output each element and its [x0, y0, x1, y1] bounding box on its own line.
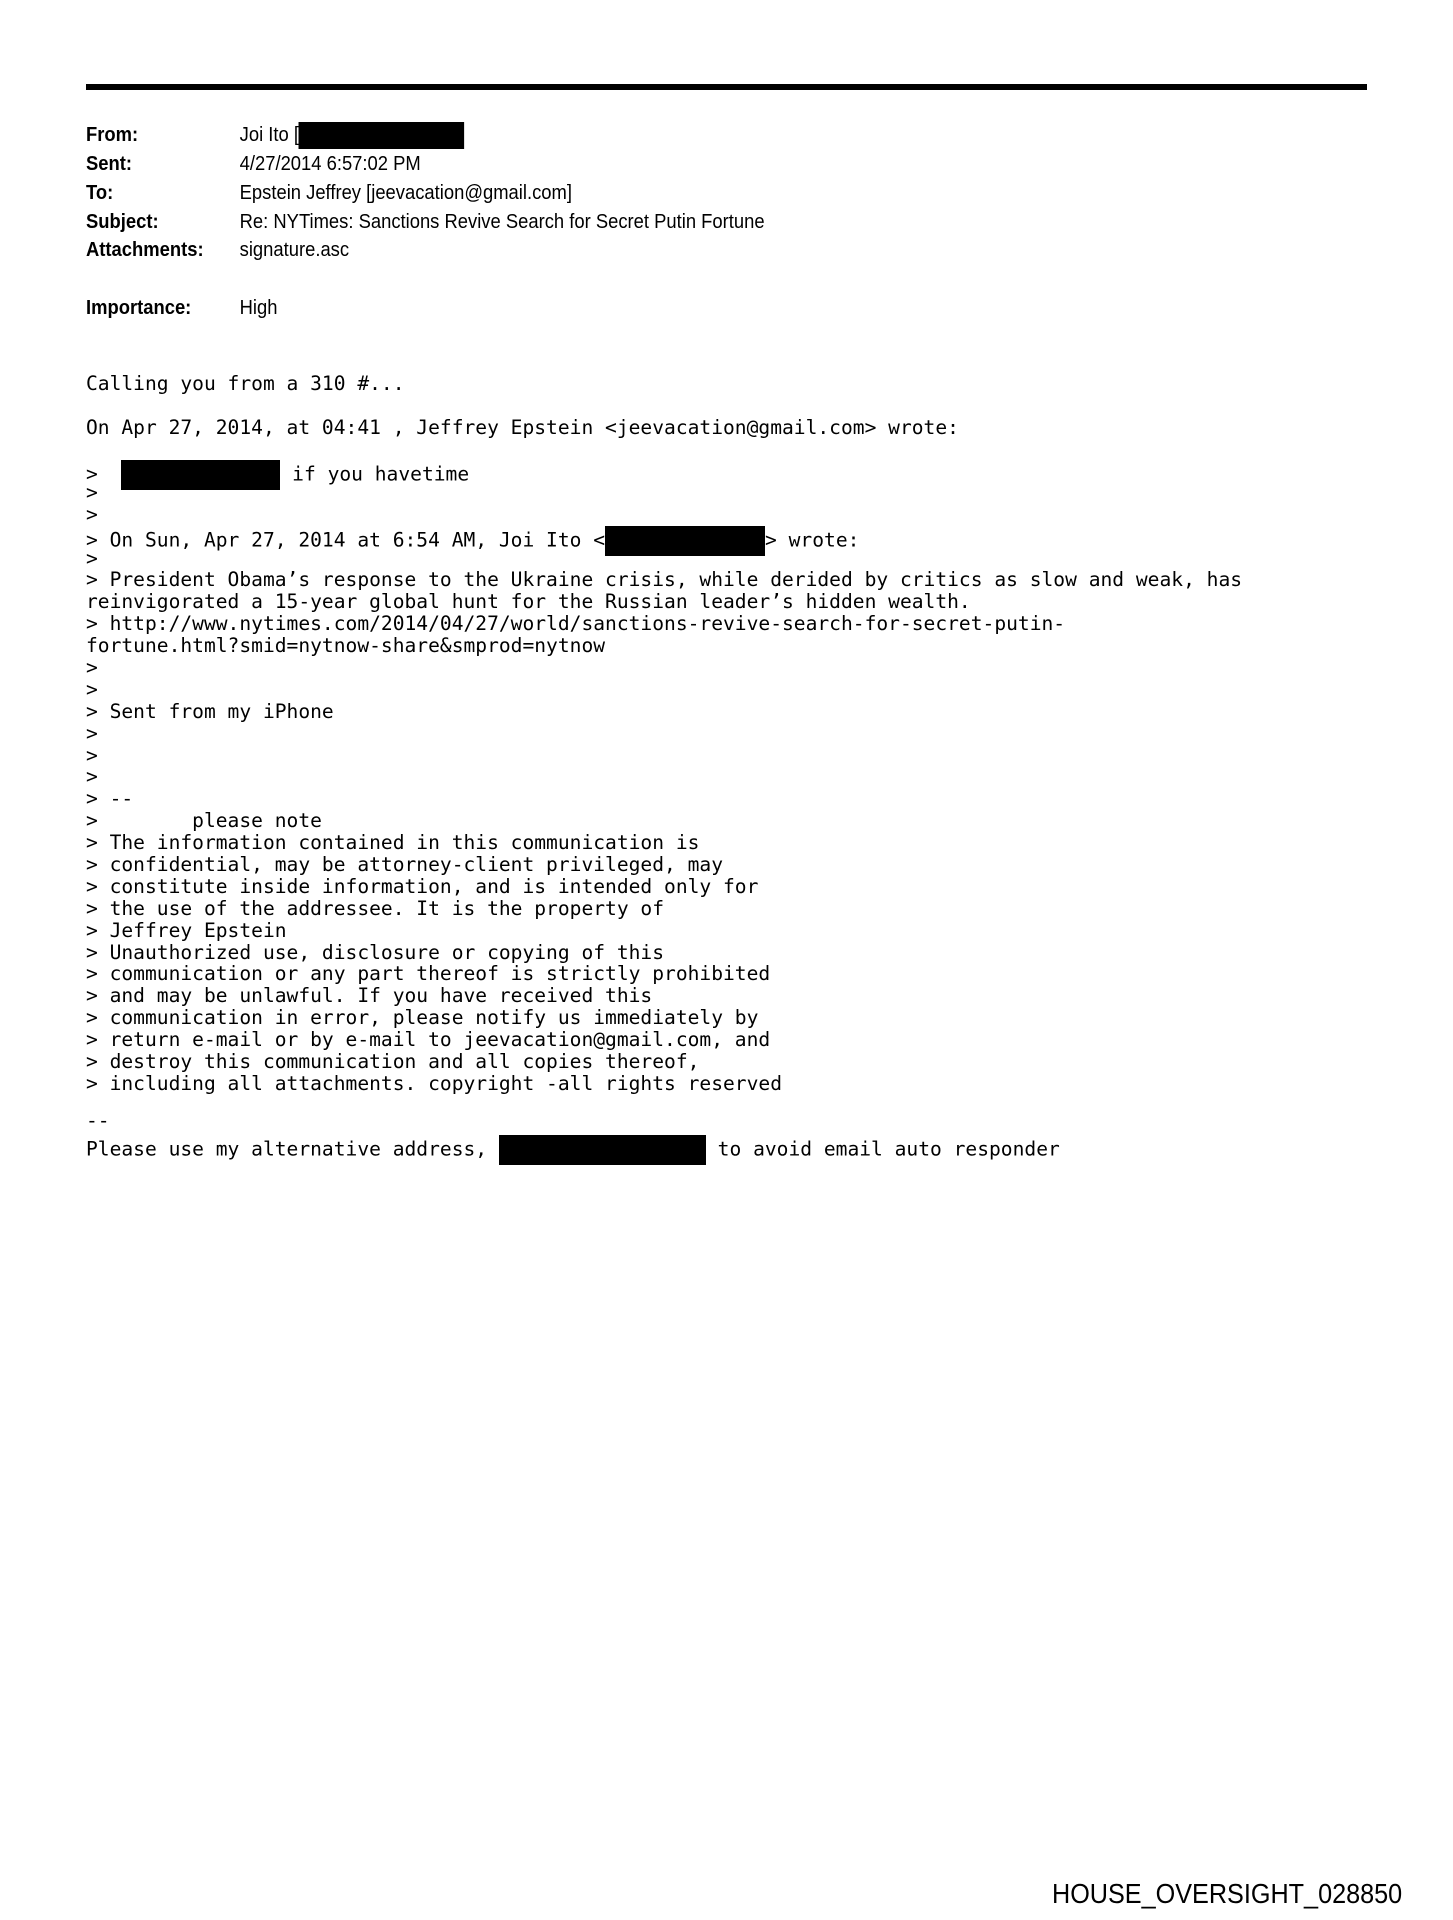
from-value: Joi Ito [: [239, 124, 299, 146]
line-text: > constitute inside information, and is intended only for: [86, 874, 759, 898]
redaction: [299, 122, 465, 149]
line-text: >: [86, 677, 98, 701]
quoted-line: [86, 788, 1242, 810]
signature-line: [86, 1135, 1060, 1161]
quoted-line: [86, 569, 1242, 591]
attachments-row: [86, 236, 349, 264]
line-text: >: [86, 765, 98, 789]
importance-label: Importance:: [86, 297, 192, 319]
quote-intro: On Apr 27, 2014, at 04:41 , Jeffrey Epstein <jeevacation@gmail.com> wrote:: [86, 416, 959, 439]
line-text: > Sent from my iPhone: [86, 699, 334, 723]
line-text: >: [86, 502, 98, 526]
quoted-line: [86, 1135, 1060, 1161]
line-text: > Jeffrey Epstein: [86, 918, 287, 942]
redaction: [605, 526, 765, 556]
sent-row: [86, 150, 421, 178]
sent-label: Sent:: [86, 153, 132, 175]
quoted-line: [86, 810, 1242, 832]
from-label: From:: [86, 124, 139, 146]
line-text: > confidential, may be attorney-client privileged, may: [86, 853, 724, 877]
line-text: >: [86, 743, 98, 767]
quoted-line: [86, 504, 1242, 526]
quoted-line: [86, 854, 1242, 876]
to-value: Epstein Jeffrey [jeevacation@gmail.com]: [239, 182, 572, 204]
line-text: > the use of the addressee. It is the property of: [86, 896, 665, 920]
importance-row: [86, 294, 277, 322]
quoted-line: [86, 701, 1242, 723]
line-text: > return e-mail or by e-mail to jeevacation@gmail.com, and: [86, 1028, 771, 1052]
quoted-line: [86, 723, 1242, 745]
sent-value: 4/27/2014 6:57:02 PM: [239, 153, 421, 175]
quoted-line: [86, 1007, 1242, 1029]
subject-row: [86, 208, 765, 236]
to-row: [86, 179, 572, 207]
quoted-line: [86, 591, 1242, 613]
to-label: To:: [86, 182, 114, 204]
quoted-line: [86, 766, 1242, 788]
line-text: > destroy this communication and all copies thereof,: [86, 1050, 700, 1074]
line-text: >: [86, 721, 98, 745]
signature-separator: --: [86, 1109, 110, 1132]
quoted-line: [86, 920, 1242, 942]
line-text: > communication in error, please notify us immediately by: [86, 1006, 759, 1030]
quoted-line: [86, 635, 1242, 657]
line-text: > http://www.nytimes.com/2014/04/27/world/sanctions-revive-search-for-secret-putin-: [86, 612, 1066, 636]
line-text: > --: [86, 787, 134, 811]
line-text: > wrote:: [765, 528, 860, 552]
line-text: >: [86, 546, 98, 570]
redaction: [499, 1135, 706, 1165]
bates-number: HOUSE_OVERSIGHT_028850: [1052, 1878, 1403, 1909]
line-text: > President Obama’s response to the Ukraine crisis, while derided by critics as slow and weak, has: [86, 568, 1243, 592]
line-text: > and may be unlawful. If you have received this: [86, 984, 653, 1008]
subject-value: Re: NYTimes: Sanctions Revive Search for Secret Putin Fortune: [239, 211, 765, 233]
quoted-line: [86, 832, 1242, 854]
quoted-line: [86, 898, 1242, 920]
line-text: > communication or any part thereof is strictly prohibited: [86, 962, 771, 986]
quoted-line: [86, 876, 1242, 898]
quoted-line: [86, 963, 1242, 985]
line-text: >: [86, 480, 98, 504]
quoted-line: [86, 460, 1242, 486]
reply-text: Calling you from a 310 #...: [86, 372, 405, 395]
attachments-label: Attachments:: [86, 239, 204, 261]
top-rule: [86, 84, 1367, 90]
quoted-line: [86, 985, 1242, 1007]
quoted-line: [86, 942, 1242, 964]
line-text: if you havetime: [280, 462, 470, 486]
quoted-line: [86, 657, 1242, 679]
line-text: to avoid email auto responder: [705, 1137, 1060, 1161]
line-text: reinvigorated a 15-year global hunt for the Russian leader’s hidden wealth.: [86, 590, 971, 614]
line-text: > The information contained in this communication is: [86, 831, 700, 855]
quoted-line: [86, 526, 1242, 552]
quoted-line: [86, 613, 1242, 635]
quoted-line: [86, 745, 1242, 767]
quoted-line: [86, 1051, 1242, 1073]
line-text: >: [86, 462, 122, 486]
attachment-file[interactable]: signature.asc: [239, 239, 350, 261]
line-text: > Unauthorized use, disclosure or copying of this: [86, 940, 665, 964]
quoted-line: [86, 1073, 1242, 1095]
redaction: [121, 460, 280, 490]
subject-label: Subject:: [86, 211, 159, 233]
quoted-line: [86, 1029, 1242, 1051]
line-text: > including all attachments. copyright -all rights reserved: [86, 1071, 782, 1095]
line-text: fortune.html?smid=nytnow-share&smprod=nytnow: [86, 634, 606, 658]
from-row: [86, 121, 465, 149]
quoted-message: [86, 460, 1242, 1095]
line-text: > please note: [86, 809, 322, 833]
line-text: Please use my alternative address,: [86, 1137, 499, 1161]
importance-value: High: [239, 297, 278, 319]
quoted-line: [86, 679, 1242, 701]
line-text: >: [86, 656, 98, 680]
line-text: > On Sun, Apr 27, 2014 at 6:54 AM, Joi Ito <: [86, 528, 606, 552]
